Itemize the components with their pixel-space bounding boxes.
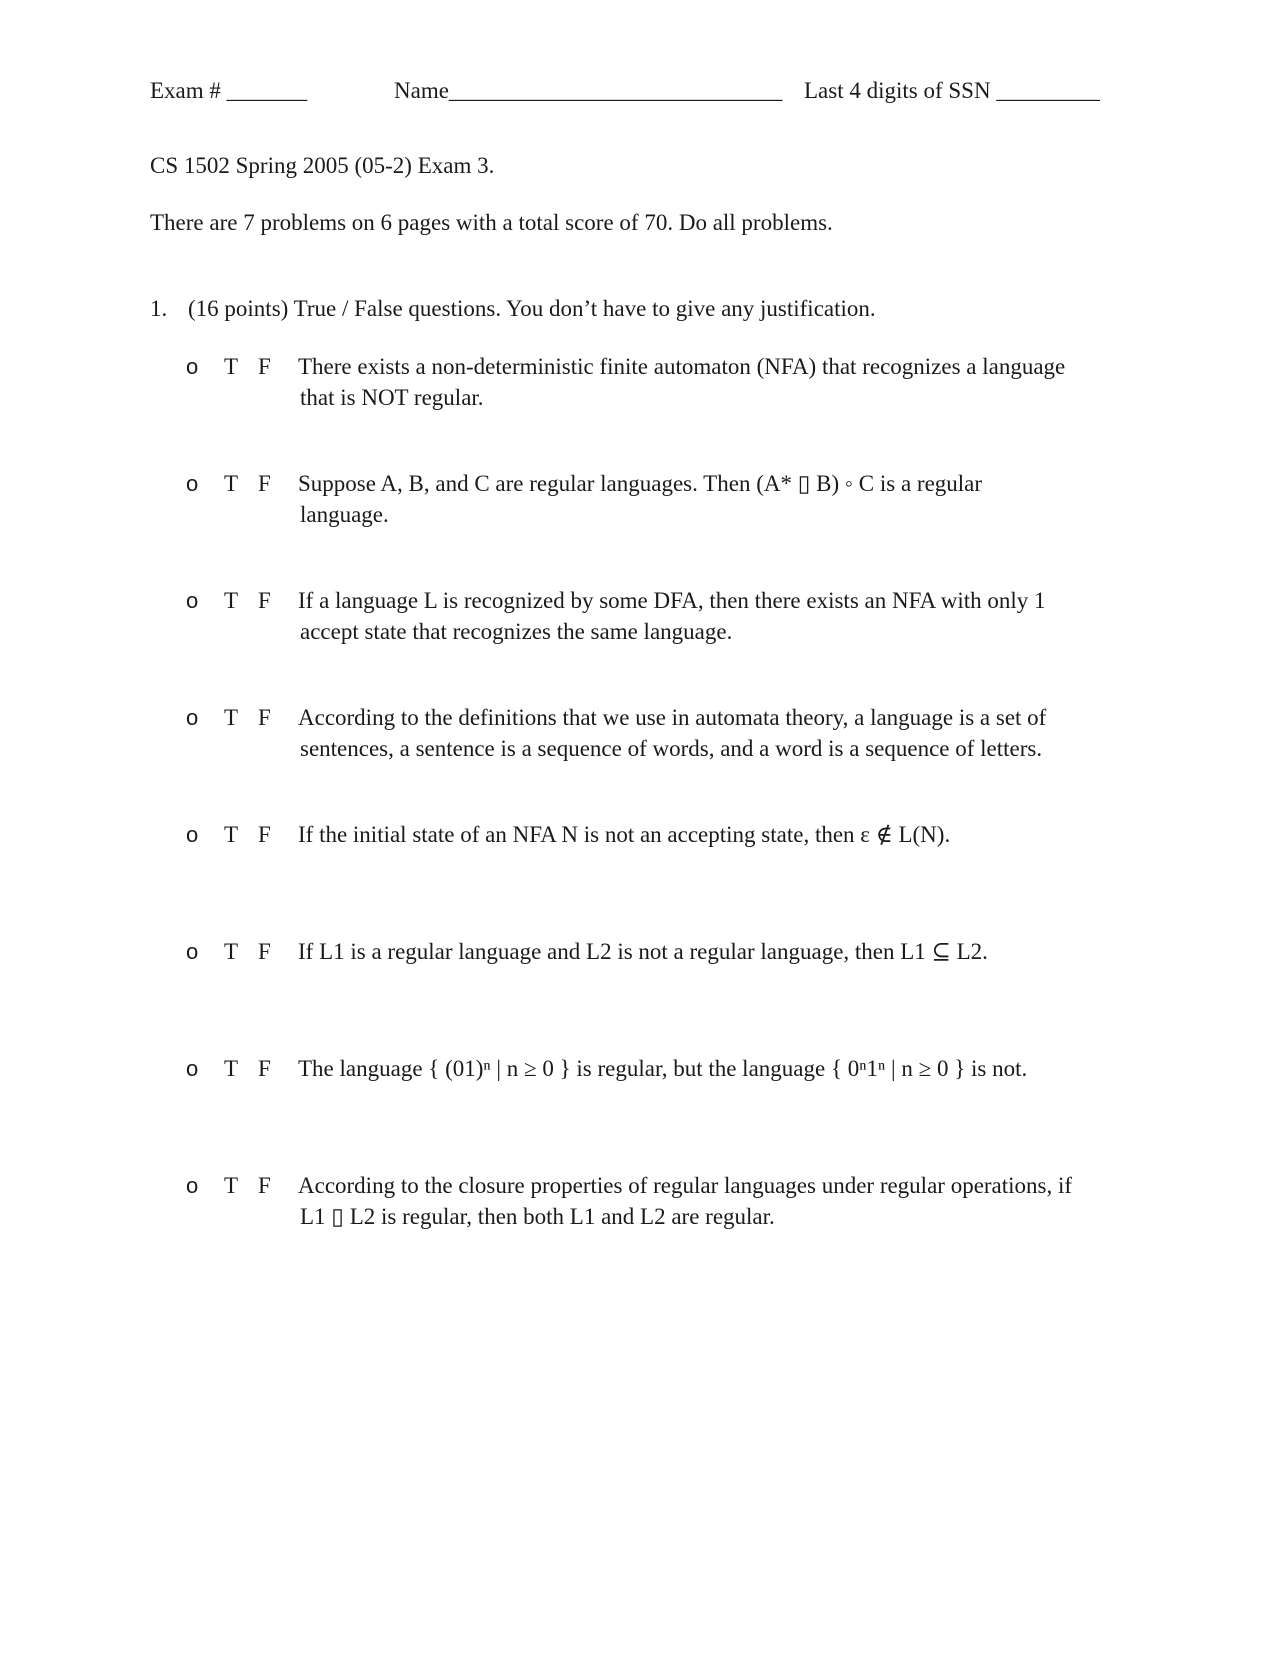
- statement-line-2: that is NOT regular.: [300, 385, 484, 410]
- true-option[interactable]: T: [224, 354, 239, 379]
- statement-line-1: If the initial state of an NFA N is not an accepting state, then ε ∉ L(N).: [298, 822, 951, 847]
- statement: [298, 585, 1138, 647]
- bullet-icon: o: [186, 822, 199, 847]
- question-prompt: (16 points) True / False questions. You don’t have to give any justification.: [188, 296, 876, 321]
- statement: [298, 819, 1138, 850]
- statement-line-1: If L1 is a regular language and L2 is not a regular language, then L1 ⊆ L2.: [298, 939, 988, 964]
- instructions: There are 7 problems on 6 pages with a total score of 70. Do all problems.: [150, 210, 833, 235]
- false-option[interactable]: F: [258, 822, 271, 847]
- name-label: Name_____________________________: [394, 78, 783, 103]
- false-option[interactable]: F: [258, 588, 271, 613]
- true-option[interactable]: T: [224, 1173, 239, 1198]
- true-option[interactable]: T: [224, 939, 239, 964]
- bullet-icon: o: [186, 354, 199, 379]
- bullet-icon: o: [186, 471, 199, 496]
- statement-line-1: According to the definitions that we use in automata theory, a language is a set of: [298, 705, 1047, 730]
- false-option[interactable]: F: [258, 705, 271, 730]
- false-option[interactable]: F: [258, 939, 271, 964]
- statement-line-1: The language { (01)ⁿ | n ≥ 0 } is regular, but the language { 0ⁿ1ⁿ | n ≥ 0 } is not.: [298, 1056, 1028, 1081]
- statement-line-2: language.: [300, 502, 389, 527]
- statement-line-1: According to the closure properties of regular languages under regular operations, if: [298, 1173, 1073, 1198]
- statement: [298, 351, 1138, 413]
- statement: [298, 1170, 1138, 1232]
- exam-number-label: Exam # _______: [150, 78, 308, 103]
- bullet-icon: o: [186, 588, 199, 613]
- false-option[interactable]: F: [258, 471, 271, 496]
- bullet-icon: o: [186, 705, 199, 730]
- bullet-icon: o: [186, 1056, 199, 1081]
- true-option[interactable]: T: [224, 471, 239, 496]
- statement-line-2: accept state that recognizes the same language.: [300, 619, 733, 644]
- statement-line-2: L1 ▯ L2 is regular, then both L1 and L2 are regular.: [300, 1204, 775, 1229]
- statement: [298, 468, 1138, 530]
- bullet-icon: o: [186, 939, 199, 964]
- true-option[interactable]: T: [224, 822, 239, 847]
- statement-line-1: There exists a non-deterministic finite automaton (NFA) that recognizes a language: [298, 354, 1066, 379]
- false-option[interactable]: F: [258, 1173, 271, 1198]
- question-1-header: [150, 293, 876, 324]
- statement: [298, 936, 1138, 967]
- statement-line-1: If a language L is recognized by some DFA, then there exists an NFA with only 1: [298, 588, 1046, 613]
- true-option[interactable]: T: [224, 588, 239, 613]
- true-option[interactable]: T: [224, 1056, 239, 1081]
- question-number: 1.: [150, 296, 168, 321]
- ssn-label: Last 4 digits of SSN _________: [804, 78, 1100, 103]
- false-option[interactable]: F: [258, 1056, 271, 1081]
- bullet-icon: o: [186, 1173, 199, 1198]
- false-option[interactable]: F: [258, 354, 271, 379]
- statement: [298, 702, 1138, 764]
- statement-line-1: Suppose A, B, and C are regular languages. Then (A* ▯ B) ◦ C is a regular: [298, 471, 983, 496]
- statement: [298, 1053, 1138, 1084]
- course-title: CS 1502 Spring 2005 (05-2) Exam 3.: [150, 153, 495, 178]
- statement-line-2: sentences, a sentence is a sequence of words, and a word is a sequence of letters.: [300, 736, 1043, 761]
- true-option[interactable]: T: [224, 705, 239, 730]
